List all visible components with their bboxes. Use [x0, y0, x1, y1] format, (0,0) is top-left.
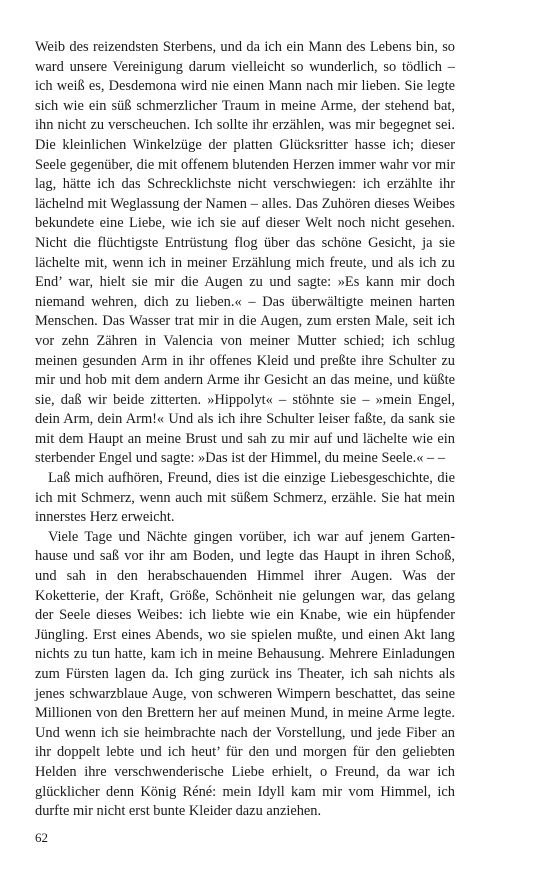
paragraph-3: Viele Tage und Nächte gingen vorüber, ich war auf jenem Gartenhause und saß vor ihr am Boden, und legte das Haupt in ihren Schoß, und sah in den herabschauenden Himmel ihrer Augen. Was der Koketterie, der Kraft, Größe, Schönheit nie gelungen war, das gelang der Seele dieses Weibes: ich liebte wie ein Knabe, wie ein hüpfender Jüngling. Erst eines Abends, wo sie spielen mußte, und einen Akt lang nichts zu tun hatte, kam ich in meine Behausung. Mehrere Einladungen zum Fürsten lagen da. Ich ging zurück ins Theater, ich sah nichts als jenes schwarzblaue Auge, von schweren Wimpern beschattet, das seine Millionen von den Brettern her auf meinen Mund, in meine Arme legte. Und wenn ich sie heimbrachte nach der Vorstellung, und jede Fiber an ihr doppelt lebte und ich heut’ für den und morgen für den geliebten Helden ihre verschwenderische Liebe erhielt, o Freund, da war ich glücklicher denn König Réné: mein Idyll kam mir vom Himmel, ich durfte mir nicht erst bunte Kleider dazu anziehen.: [35, 528, 455, 820]
page-number: 62: [35, 830, 48, 845]
paragraph-1: Weib des reizendsten Sterbens, und da ich ein Mann des Lebens bin, so ward unsere Vereinigung darum vielleicht so wunderlich, so tödlich – ich weiß es, Desdemona wird nie einen Mann nach mir lieben. Sie legte sich wie ein süß schmerzlicher Traum in meine Arme, der stehend bat, ihn nicht zu verscheuchen. Ich sollte ihr erzählen, was mir begegnet sei. Die kleinlichen Winkelzüge der platten Glücksritter hasse ich; dieser Seele gegenüber, die mit offenem blutenden Herzen immer wahr vor mir lag, hätte ich das Schrecklichste nicht verschwiegen: ich erzählte ihr lächelnd mit Weglassung der Namen – alles. Das Zuhören dieses Weibes bekundete eine Liebe, wie ich sie auf dieser Welt noch nicht gesehen. Nicht die flüchtigste Entrüstung flog über das schöne Gesicht, ja sie lächelte mit, wenn ich in meiner Erzählung mich freute, und als ich zu End’ war, hielt sie mir die Augen zu und sagte: »Es kann mir doch niemand wehren, dich zu lieben.« – Das überwältigte meinen harten Menschen. Das Wasser trat mir in die Augen, zum ersten Male, seit ich vor zehn Zähren in Valencia von meiner Mutter schied; ich schlug meinen gesunden Arm in ihr offenes Kleid und preßte ihre Schulter zu mir und hob mit dem andern Arme ihr Gesicht an das meine, und küßte sie, daß wir beide zitterten. »Hippolyt« – stöhnte sie – »mein Engel, dein Arm, dein Arm!« Und als ich ihre Schulter leiser faßte, da sank sie mit dem Haupt an meine Brust und sah zu mir auf und lächelte wie ein sterbender Engel und sagte: »Das ist der Himmel, du meine Seele.« – –: [35, 39, 455, 467]
page-text-block: [35, 38, 455, 822]
paragraph-2: Laß mich aufhören, Freund, dies ist die einzige Liebesgeschichte, die ich mit Schmerz, wenn auch mit süßem Schmerz, erzähle. Sie hat mein innerstes Herz erweicht.: [35, 470, 455, 526]
